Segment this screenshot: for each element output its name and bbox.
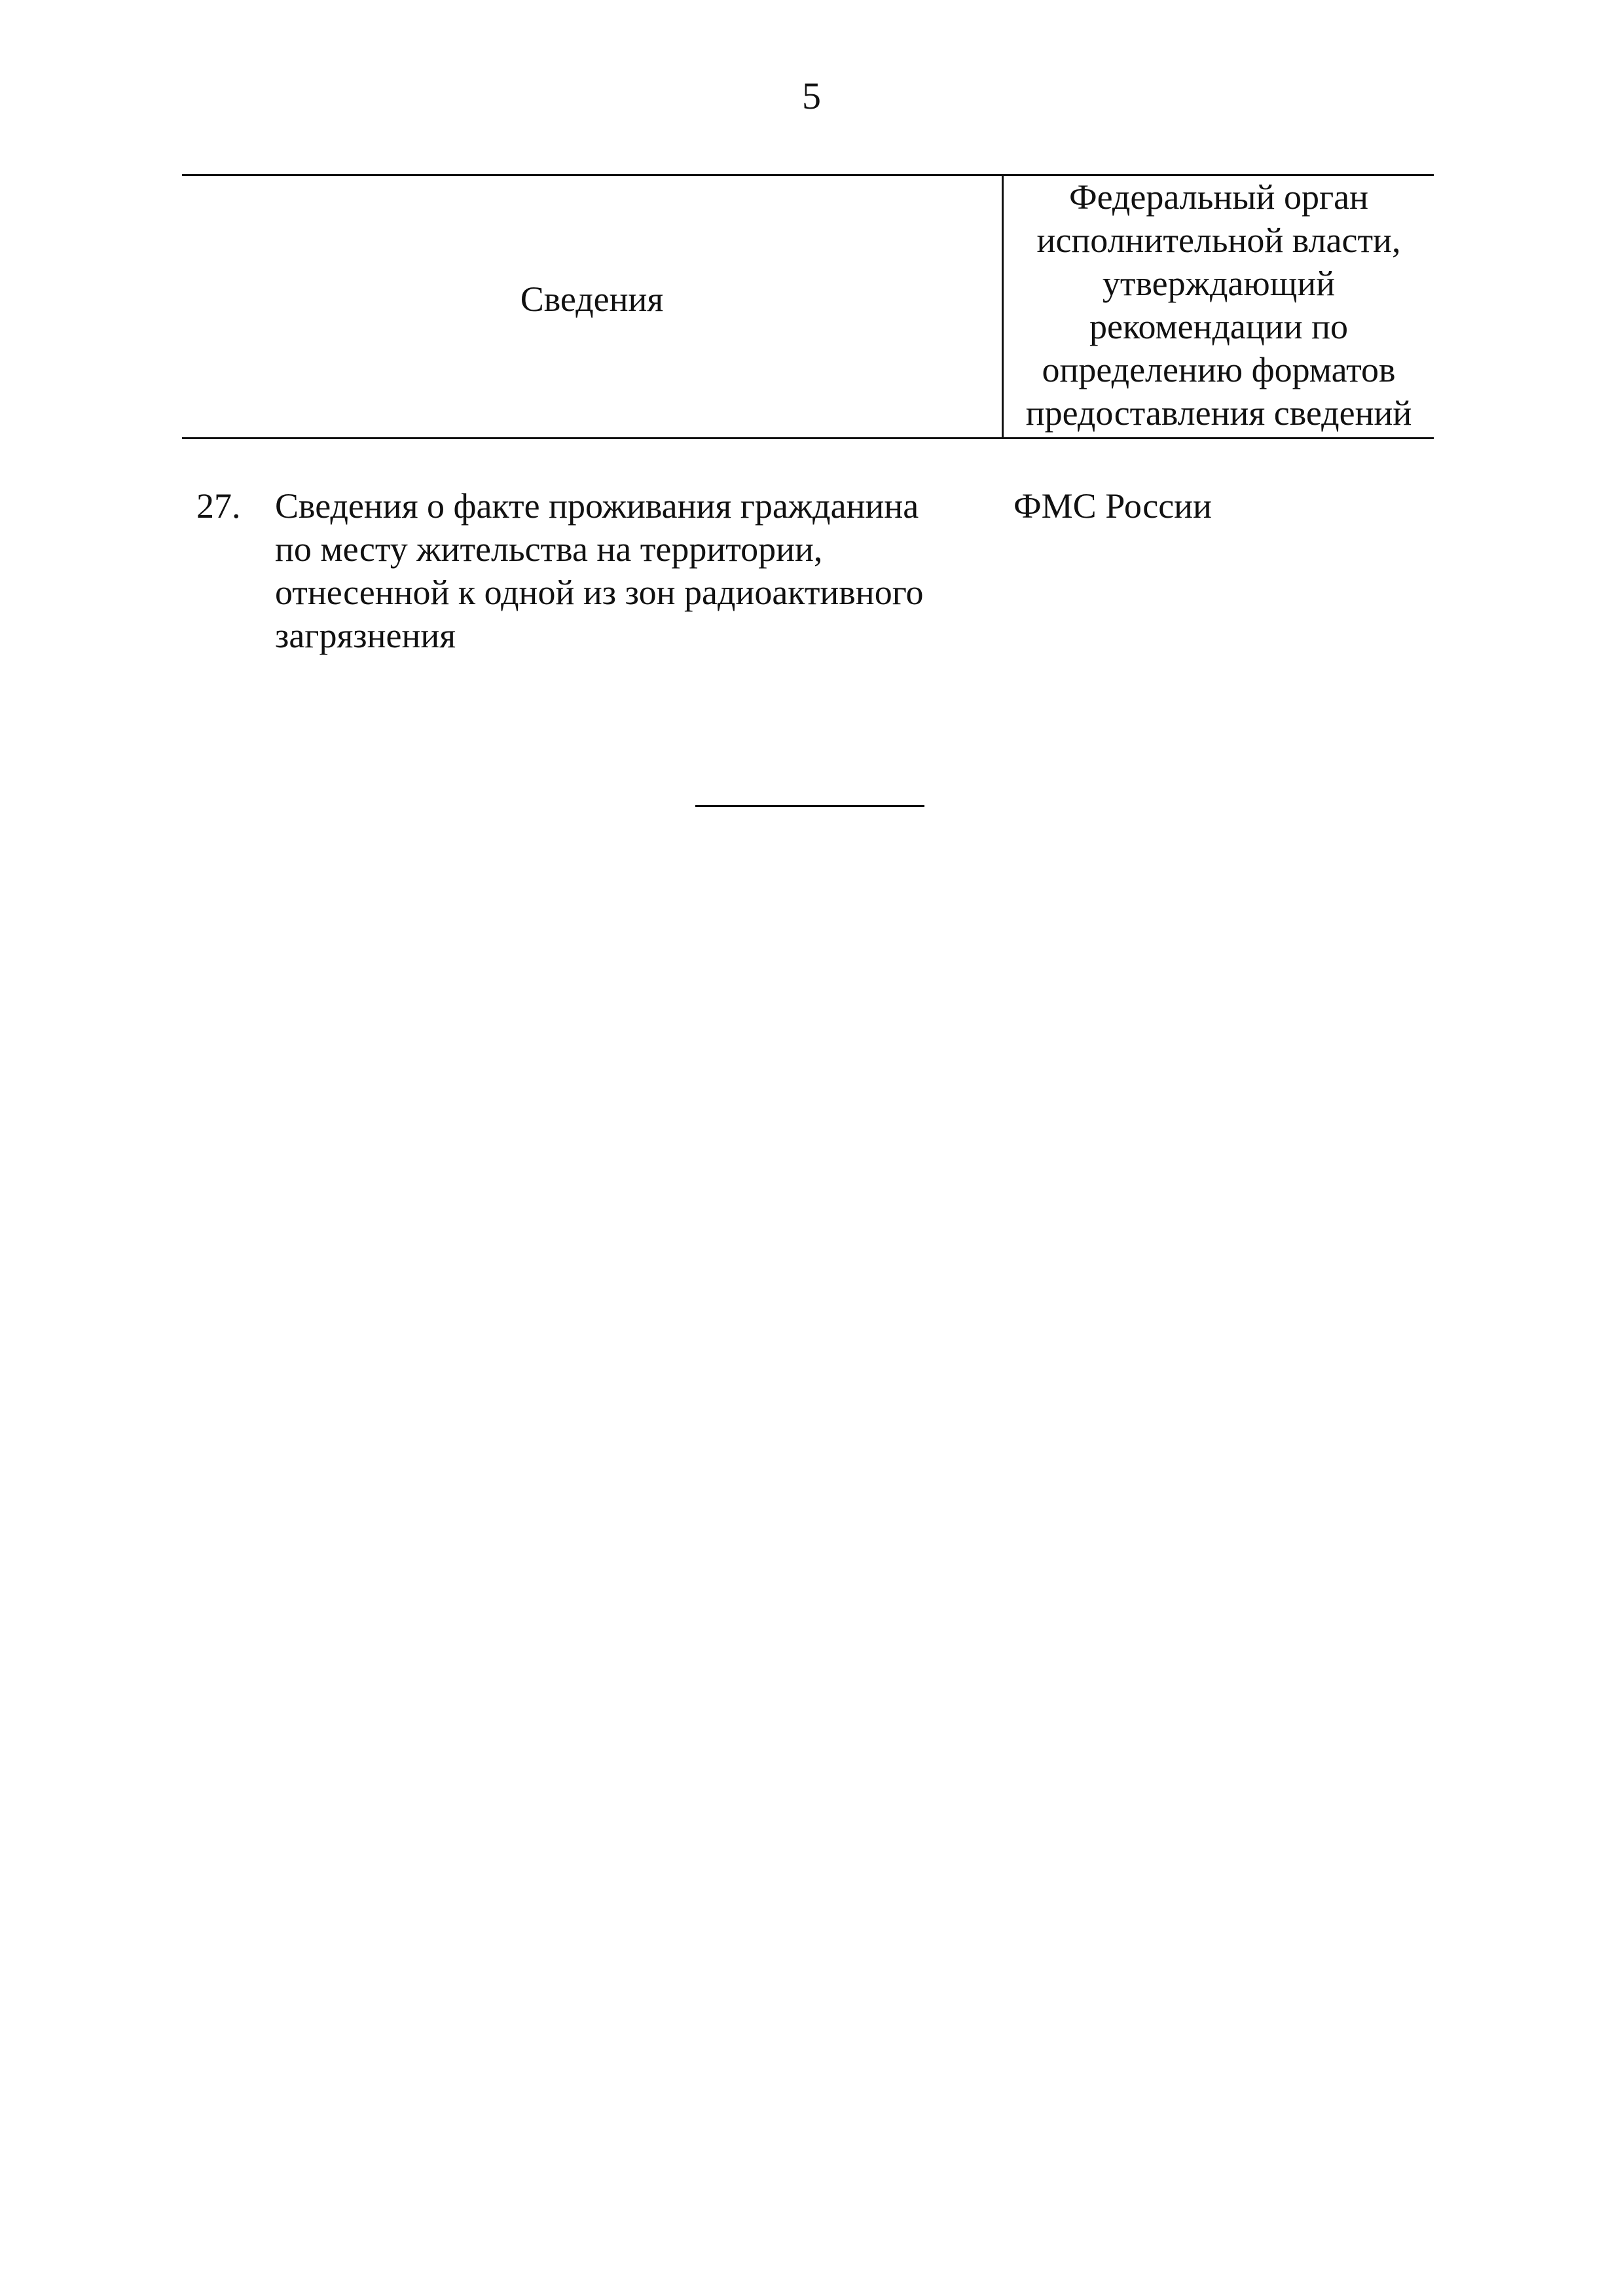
table-row-number: 27. bbox=[196, 486, 241, 526]
column-header-info: Сведения bbox=[520, 279, 664, 319]
column-header-authority-line: предоставления сведений bbox=[1025, 393, 1412, 433]
column-header-authority-line: Федеральный орган bbox=[1069, 177, 1368, 217]
table-row-text-line: по месту жительства на территории, bbox=[275, 529, 823, 569]
column-header-authority bbox=[1004, 175, 1434, 437]
table-header-bottom-rule bbox=[182, 437, 1434, 439]
document-end-rule bbox=[695, 805, 924, 807]
table-row-text-line: Сведения о факте проживания гражданина bbox=[275, 486, 919, 526]
column-header-authority-line: определению форматов bbox=[1042, 350, 1396, 389]
column-header-authority-line: рекомендации по bbox=[1089, 307, 1348, 346]
table-row-text bbox=[275, 484, 995, 657]
column-header-authority-line: исполнительной власти, bbox=[1036, 221, 1401, 260]
table-row-text-line: загрязнения bbox=[275, 616, 456, 655]
table-row-text-line: отнесенной к одной из зон радиоактивного bbox=[275, 573, 924, 612]
page-number: 5 bbox=[802, 75, 821, 117]
table-row-authority: ФМС России bbox=[1013, 486, 1212, 526]
column-header-authority-line: утверждающий bbox=[1102, 264, 1336, 303]
